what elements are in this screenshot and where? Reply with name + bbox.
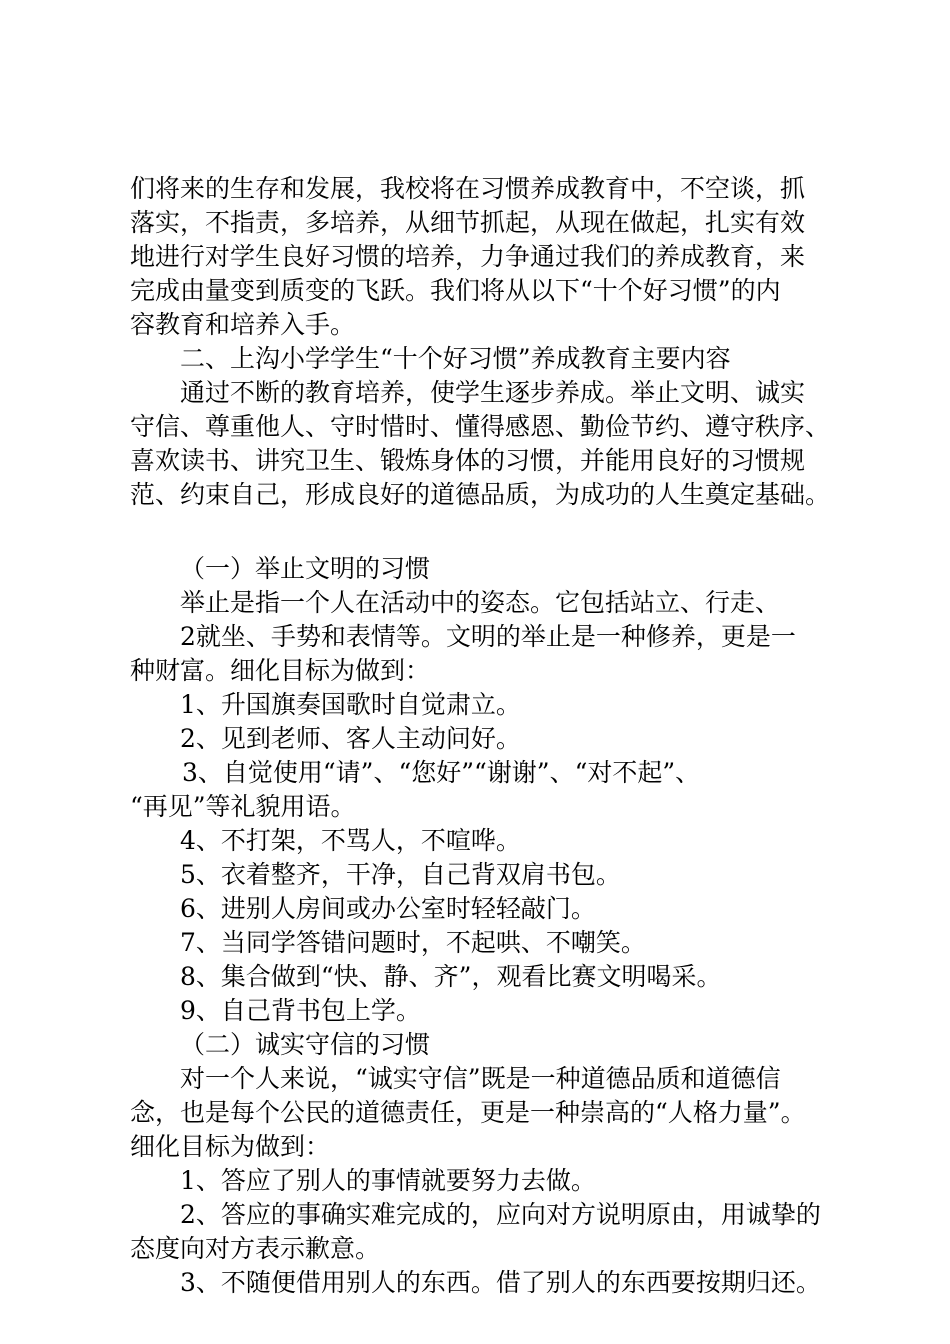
text-line: 9、自己背书包上学。 bbox=[180, 996, 421, 1025]
text-line: 4、不打架，不骂人，不喧哗。 bbox=[180, 826, 521, 855]
text-line: 6、进别人房间或办公室时轻轻敲门。 bbox=[180, 894, 596, 923]
text-line: 容教育和培养入手。 bbox=[130, 310, 356, 339]
text-line: 念，也是每个公民的道德责任，更是一种崇高的“人格力量”。 bbox=[130, 1098, 806, 1127]
text-line: 3、自觉使用“请”、“您好”“谢谢”、“对不起”、 bbox=[182, 758, 701, 787]
paragraph-block-habits bbox=[130, 552, 850, 1300]
text-line: （二）诚实守信的习惯 bbox=[180, 1030, 431, 1059]
text-line: 完成由量变到质变的飞跃。我们将从以下“十个好习惯”的内 bbox=[130, 276, 781, 305]
text-line: 举止是指一个人在活动中的姿态。它包括站立、行走、 bbox=[180, 588, 781, 617]
text-line: 7、当同学答错问题时，不起哄、不嘲笑。 bbox=[180, 928, 646, 957]
text-line: 2、答应的事确实难完成的，应向对方说明原由，用诚挚的 bbox=[180, 1200, 821, 1229]
text-line: （一）举止文明的习惯 bbox=[180, 554, 431, 583]
paragraph-gap bbox=[130, 512, 850, 552]
text-line: 种财富。细化目标为做到： bbox=[130, 656, 431, 685]
text-line: “再见”等礼貌用语。 bbox=[130, 792, 356, 821]
text-line: 细化目标为做到： bbox=[130, 1132, 331, 1161]
text-line: 二、上沟小学学生“十个好习惯”养成教育主要内容 bbox=[180, 344, 731, 373]
text-line: 范、约束自己，形成良好的道德品质，为成功的人生奠定基础。 bbox=[130, 480, 831, 509]
text-line: 喜欢读书、讲究卫生、锻炼身体的习惯，并能用良好的习惯规 bbox=[130, 446, 806, 475]
text-line: 1、答应了别人的事情就要努力去做。 bbox=[180, 1166, 596, 1195]
document-body bbox=[130, 172, 850, 1300]
text-line: 1、升国旗奏国歌时自觉肃立。 bbox=[180, 690, 521, 719]
text-line: 守信、尊重他人、守时惜时、懂得感恩、勤俭节约、遵守秩序、 bbox=[130, 412, 831, 441]
text-line: 2、见到老师、客人主动问好。 bbox=[180, 724, 521, 753]
text-line: 对一个人来说，“诚实守信”既是一种道德品质和道德信 bbox=[180, 1064, 781, 1093]
text-line: 态度向对方表示歉意。 bbox=[130, 1234, 381, 1263]
text-line: 落实，不指责，多培养，从细节抓起，从现在做起，扎实有效 bbox=[130, 208, 806, 237]
text-line: 们将来的生存和发展，我校将在习惯养成教育中，不空谈，抓 bbox=[130, 174, 806, 203]
text-line: 通过不断的教育培养，使学生逐步养成。举止文明、诚实 bbox=[180, 378, 806, 407]
text-line: 2就坐、手势和表情等。文明的举止是一种修养，更是一 bbox=[180, 622, 796, 651]
text-line: 5、衣着整齐，干净，自己背双肩书包。 bbox=[180, 860, 621, 889]
text-line: 8、集合做到“快、静、齐”，观看比赛文明喝采。 bbox=[180, 962, 722, 991]
paragraph-block-intro bbox=[130, 172, 850, 512]
text-line: 地进行对学生良好习惯的培养，力争通过我们的养成教育，来 bbox=[130, 242, 806, 271]
text-line: 3、不随便借用别人的东西。借了别人的东西要按期归还。 bbox=[180, 1268, 821, 1297]
